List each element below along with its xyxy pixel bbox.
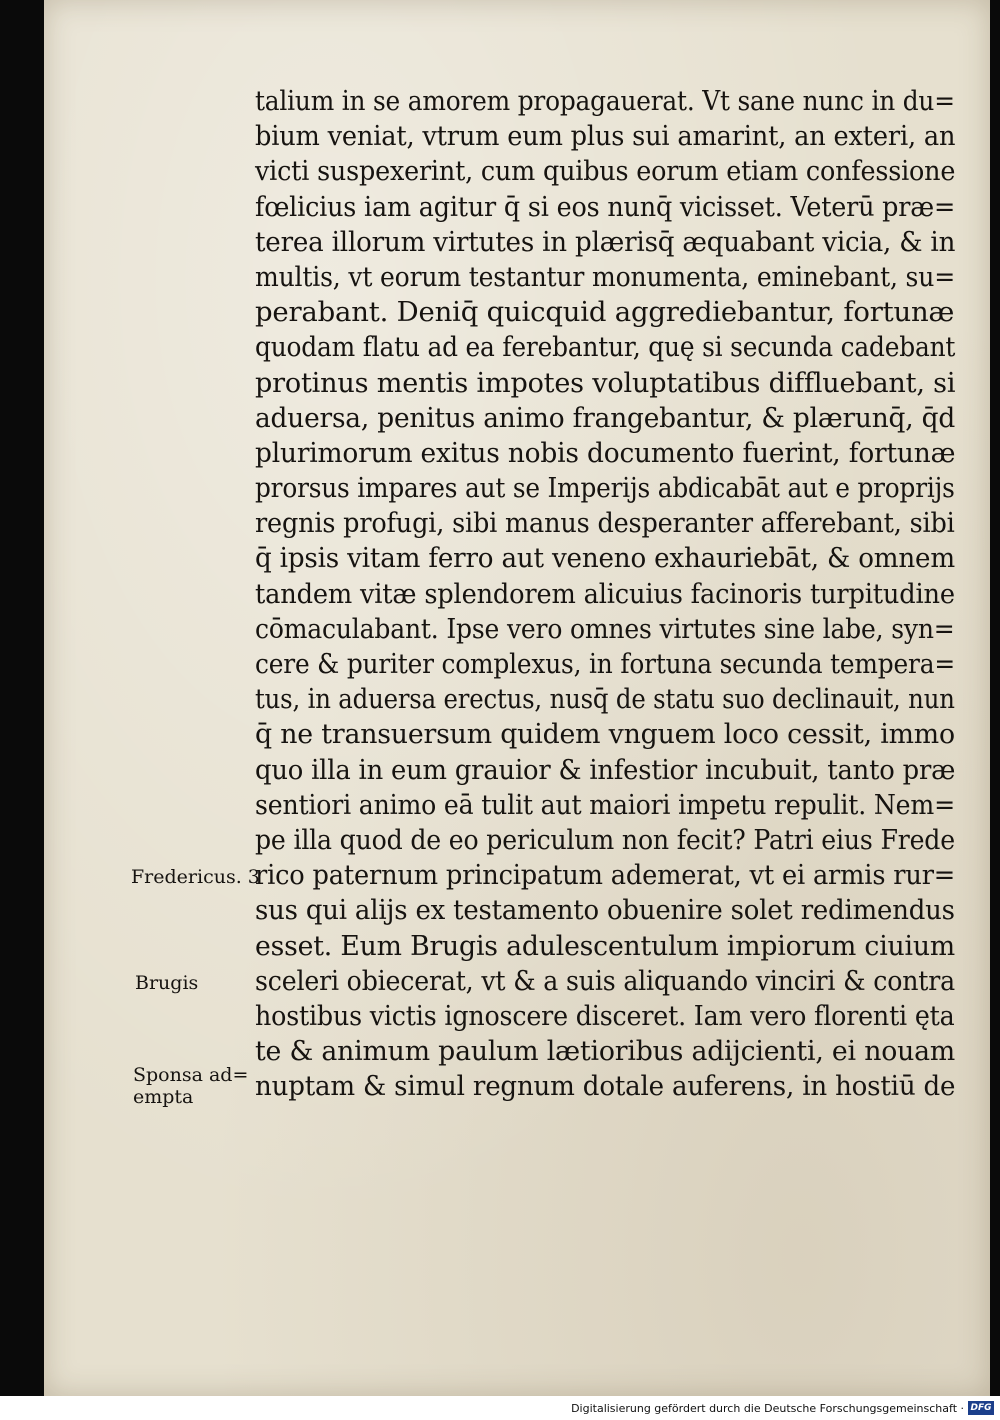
text-line: sentiori animo eā tulit aut maiori impetu repulit. Nem= [255, 788, 955, 821]
text-line: te & animum paulum lætioribus adijcienti, ei nouam [255, 1035, 956, 1068]
text-line: bium veniat, vtrum eum plus sui amarint, an exteri, an [255, 120, 956, 153]
text-line: fœlicius iam agitur q̄ si eos nunq̄ vicisset. Veterū præ= [255, 190, 956, 223]
margin-note-brugis: Brugis [135, 972, 199, 994]
text-line: q̄ ipsis vitam ferro aut veneno exhauriebāt, & omnem [255, 542, 955, 575]
margin-note-sponsa-line2: empta [133, 1086, 194, 1108]
text-line: nuptam & simul regnum dotale auferens, in hostiū de [255, 1070, 956, 1103]
text-line: aduersa, penitus animo frangebantur, & plærunq̄, q̄d [255, 401, 956, 434]
margin-note-fredericus: Fredericus. 3 [131, 866, 260, 888]
dfg-logo-icon: DFG [968, 1401, 994, 1415]
text-line: tus, in aduersa erectus, nusq̄ de statu suo declinauit, nun [255, 683, 955, 716]
text-line: talium in se amorem propagauerat. Vt sane nunc in du= [255, 85, 955, 117]
text-line: hostibus victis ignoscere disceret. Iam vero florenti ęta [255, 999, 955, 1032]
text-line: prorsus impares aut se Imperijs abdicabāt aut e proprijs [255, 472, 955, 505]
text-line: pe illa quod de eo periculum non fecit? Patri eius Frede [255, 823, 955, 856]
funding-credit: Digitalisierung gefördert durch die Deutsche Forschungsgemeinschaft · [571, 1402, 964, 1415]
text-line: tandem vitæ splendorem alicuius facinoris turpitudine [255, 577, 955, 610]
text-line: cere & puriter complexus, in fortuna secunda tempera= [255, 648, 955, 680]
text-line: perabant. Deniq̄ quicquid aggrediebantur, fortunæ [255, 296, 955, 329]
text-line: regnis profugi, sibi manus desperanter afferebant, sibi [255, 507, 955, 540]
text-line: q̄ ne transuersum quidem vnguem loco cessit, immo [255, 718, 955, 751]
text-line: esset. Eum Brugis adulescentulum impiorum ciuium [255, 929, 956, 962]
margin-note-sponsa [133, 1064, 248, 1108]
text-line: cōmaculabant. Ipse vero omnes virtutes sine labe, syn= [255, 612, 955, 645]
text-line: plurimorum exitus nobis documento fuerint, fortunæ [255, 436, 956, 469]
margin-note-sponsa-line1: Sponsa ad= [133, 1064, 249, 1086]
text-line: rico paternum principatum ademerat, vt ei armis rur= [255, 859, 956, 892]
text-line: quodam flatu ad ea ferebantur, quę si secunda cadebant [255, 331, 956, 364]
text-line: sceleri obiecerat, vt & a suis aliquando vinciri & contra [255, 964, 955, 997]
text-line: multis, vt eorum testantur monumenta, eminebant, su= [255, 260, 956, 293]
text-line: sus qui alijs ex testamento obuenire solet redimendus [255, 894, 955, 927]
text-line: quo illa in eum grauior & infestior incubuit, tanto præ [255, 753, 956, 786]
main-text-block [255, 84, 955, 1104]
text-line: terea illorum virtutes in plærisq̄ æquabant vicia, & in [255, 225, 956, 258]
text-line: protinus mentis impotes voluptatibus diffluebant, si [255, 366, 956, 399]
text-line: victi suspexerint, cum quibus eorum etiam confessione [255, 155, 956, 188]
